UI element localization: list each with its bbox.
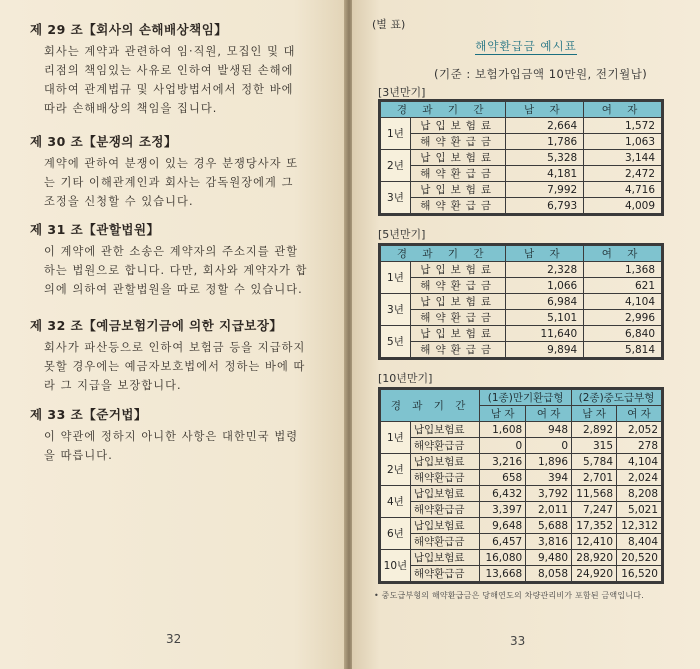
article-line: 못할 경우에는 예금자보호법에서 정하는 바에 따 [44, 360, 306, 373]
table-row [381, 182, 662, 198]
section-label-5yr: [5년만기] [378, 228, 426, 241]
value-cell: 4,104 [584, 294, 662, 310]
year-cell: 2년 [381, 454, 411, 486]
article-32 [30, 316, 330, 395]
value-cell: 8,404 [617, 534, 662, 550]
table-row [381, 198, 662, 214]
value-cell: 315 [572, 438, 617, 454]
value-cell: 0 [526, 438, 572, 454]
header-type1: (1종)만기환급형 [480, 390, 572, 406]
value-cell: 9,480 [526, 550, 572, 566]
table-row [381, 118, 662, 134]
kind-cell: 납입보험료 [410, 118, 506, 134]
value-cell: 2,024 [617, 470, 662, 486]
value-cell: 9,648 [480, 518, 526, 534]
year-cell: 10년 [381, 550, 411, 582]
kind-cell: 해약환급금 [410, 470, 479, 486]
value-cell: 3,144 [584, 150, 662, 166]
value-cell: 2,472 [584, 166, 662, 182]
header-male: 남 자 [572, 406, 617, 422]
value-cell: 2,664 [506, 118, 584, 134]
table-row [381, 566, 662, 582]
table-row [381, 278, 662, 294]
page-number-right: 33 [510, 634, 526, 648]
article-line: 라 그 지급을 보장합니다. [44, 379, 182, 392]
value-cell: 6,457 [480, 534, 526, 550]
value-cell: 3,216 [480, 454, 526, 470]
table-row [381, 294, 662, 310]
year-cell: 5년 [381, 326, 411, 358]
kind-cell: 납입보험료 [410, 262, 506, 278]
article-line: 을 따릅니다. [44, 449, 113, 462]
value-cell: 1,896 [526, 454, 572, 470]
table-row [381, 326, 662, 342]
article-30 [30, 132, 330, 211]
article-line: 의에 의하여 관할법원을 따로 정할 수 있습니다. [44, 283, 303, 296]
footnote: • 중도급부형의 해약환급금은 당해연도의 차량관리비가 포함된 금액입니다. [374, 591, 644, 600]
article-line: 조정을 신청할 수 있습니다. [44, 195, 194, 208]
table-row [381, 550, 662, 566]
value-cell: 13,668 [480, 566, 526, 582]
section-label-3yr: [3년만기] [378, 86, 426, 99]
value-cell: 1,786 [506, 134, 584, 150]
kind-cell: 납입보험료 [410, 454, 479, 470]
value-cell: 28,920 [572, 550, 617, 566]
kind-cell: 해약환급금 [410, 278, 506, 294]
table-title-text: 해약환급금 예시표 [475, 39, 577, 53]
table-row [381, 438, 662, 454]
header-female: 여 자 [617, 406, 662, 422]
year-cell: 1년 [381, 422, 411, 454]
table-row [381, 134, 662, 150]
kind-cell: 납입보험료 [410, 550, 479, 566]
table-row [381, 262, 662, 278]
article-33 [30, 405, 330, 465]
kind-cell: 납입보험료 [410, 422, 479, 438]
value-cell: 3,397 [480, 502, 526, 518]
year-cell: 3년 [381, 182, 411, 214]
value-cell: 8,208 [617, 486, 662, 502]
table-title [352, 38, 700, 54]
appendix-label: (별 표) [372, 18, 406, 31]
value-cell: 621 [584, 278, 662, 294]
table-row [381, 502, 662, 518]
year-cell: 6년 [381, 518, 411, 550]
table-row [381, 518, 662, 534]
value-cell: 2,892 [572, 422, 617, 438]
kind-cell: 해약환급금 [410, 342, 506, 358]
article-title: 제 33 조【준거법】 [30, 407, 147, 422]
article-line: 따라 손해배상의 책임을 집니다. [44, 102, 218, 115]
kind-cell: 납입보험료 [410, 182, 506, 198]
value-cell: 4,104 [617, 454, 662, 470]
value-cell: 8,058 [526, 566, 572, 582]
header-male: 남 자 [506, 102, 584, 118]
header-type2: (2종)중도급부형 [572, 390, 662, 406]
value-cell: 4,181 [506, 166, 584, 182]
kind-cell: 해약환급금 [410, 198, 506, 214]
value-cell: 7,247 [572, 502, 617, 518]
value-cell: 12,410 [572, 534, 617, 550]
year-cell: 2년 [381, 150, 411, 182]
value-cell: 6,432 [480, 486, 526, 502]
article-line: 계약에 관하여 분쟁이 있는 경우 분쟁당사자 또 [44, 157, 299, 170]
year-cell: 1년 [381, 118, 411, 150]
value-cell: 1,572 [584, 118, 662, 134]
kind-cell: 해약환급금 [410, 534, 479, 550]
article-title: 제 30 조【분쟁의 조정】 [30, 134, 177, 149]
kind-cell: 납입보험료 [410, 150, 506, 166]
header-period: 경 과 기 간 [381, 102, 506, 118]
value-cell: 6,840 [584, 326, 662, 342]
value-cell: 1,066 [506, 278, 584, 294]
value-cell: 5,784 [572, 454, 617, 470]
table-row [381, 342, 662, 358]
value-cell: 16,080 [480, 550, 526, 566]
table-row [381, 150, 662, 166]
value-cell: 3,816 [526, 534, 572, 550]
table-10yr [380, 389, 662, 582]
kind-cell: 해약환급금 [410, 134, 506, 150]
page-number-left: 32 [166, 632, 182, 646]
article-title: 제 29 조【회사의 손해배상책임】 [30, 22, 228, 37]
article-line: 회사는 계약과 관련하여 임·직원, 모집인 및 대 [44, 45, 296, 58]
value-cell: 0 [480, 438, 526, 454]
kind-cell: 해약환급금 [410, 438, 479, 454]
kind-cell: 해약환급금 [410, 502, 479, 518]
article-title: 제 31 조【관할법원】 [30, 222, 160, 237]
table-row [381, 166, 662, 182]
value-cell: 4,716 [584, 182, 662, 198]
header-female: 여 자 [584, 246, 662, 262]
table-row [381, 422, 662, 438]
value-cell: 2,328 [506, 262, 584, 278]
kind-cell: 납입보험료 [410, 294, 506, 310]
article-line: 이 계약에 관한 소송은 계약자의 주소지를 관할 [44, 245, 299, 258]
article-line: 리점의 책임있는 사유로 인하여 발생된 손해에 [44, 64, 294, 77]
value-cell: 7,992 [506, 182, 584, 198]
article-line: 는 기타 이해관계인과 회사는 감독원장에게 그 [44, 176, 294, 189]
value-cell: 2,996 [584, 310, 662, 326]
value-cell: 5,021 [617, 502, 662, 518]
section-label-10yr: [10년만기] [378, 372, 433, 385]
value-cell: 2,052 [617, 422, 662, 438]
value-cell: 2,701 [572, 470, 617, 486]
value-cell: 6,793 [506, 198, 584, 214]
article-line: 하는 법원으로 합니다. 다만, 회사와 계약자가 합 [44, 264, 308, 277]
value-cell: 658 [480, 470, 526, 486]
value-cell: 4,009 [584, 198, 662, 214]
article-line: 이 약관에 정하지 아니한 사항은 대한민국 법령 [44, 430, 299, 443]
table-row [381, 470, 662, 486]
value-cell: 16,520 [617, 566, 662, 582]
header-period: 경 과 기 간 [381, 246, 506, 262]
value-cell: 5,101 [506, 310, 584, 326]
table-row [381, 454, 662, 470]
value-cell: 394 [526, 470, 572, 486]
value-cell: 1,368 [584, 262, 662, 278]
value-cell: 24,920 [572, 566, 617, 582]
value-cell: 17,352 [572, 518, 617, 534]
value-cell: 1,063 [584, 134, 662, 150]
value-cell: 11,568 [572, 486, 617, 502]
header-female: 여 자 [526, 406, 572, 422]
value-cell: 5,328 [506, 150, 584, 166]
year-cell: 4년 [381, 486, 411, 518]
article-line: 회사가 파산등으로 인하여 보험금 등을 지급하지 [44, 341, 306, 354]
header-male: 남 자 [506, 246, 584, 262]
value-cell: 6,984 [506, 294, 584, 310]
header-period: 경 과 기 간 [381, 390, 480, 422]
kind-cell: 해약환급금 [410, 566, 479, 582]
year-cell: 3년 [381, 294, 411, 326]
table-row [381, 534, 662, 550]
value-cell: 20,520 [617, 550, 662, 566]
value-cell: 2,011 [526, 502, 572, 518]
table-5yr [380, 245, 662, 358]
table-row [381, 310, 662, 326]
article-31 [30, 220, 330, 299]
value-cell: 1,608 [480, 422, 526, 438]
kind-cell: 해약환급금 [410, 310, 506, 326]
value-cell: 948 [526, 422, 572, 438]
article-29 [30, 20, 330, 118]
article-line: 대하여 관계법규 및 사업방법서에서 정한 바에 [44, 83, 294, 96]
value-cell: 9,894 [506, 342, 584, 358]
value-cell: 5,688 [526, 518, 572, 534]
header-male: 남 자 [480, 406, 526, 422]
basis-note: (기준 : 보험가입금액 10만원, 전기월납) [434, 67, 648, 81]
value-cell: 3,792 [526, 486, 572, 502]
value-cell: 11,640 [506, 326, 584, 342]
value-cell: 12,312 [617, 518, 662, 534]
table-3yr [380, 101, 662, 214]
kind-cell: 납입보험료 [410, 326, 506, 342]
article-title: 제 32 조【예금보험기금에 의한 지급보장】 [30, 318, 283, 333]
value-cell: 5,814 [584, 342, 662, 358]
header-female: 여 자 [584, 102, 662, 118]
value-cell: 278 [617, 438, 662, 454]
kind-cell: 납입보험료 [410, 486, 479, 502]
kind-cell: 납입보험료 [410, 518, 479, 534]
year-cell: 1년 [381, 262, 411, 294]
kind-cell: 해약환급금 [410, 166, 506, 182]
table-row [381, 486, 662, 502]
